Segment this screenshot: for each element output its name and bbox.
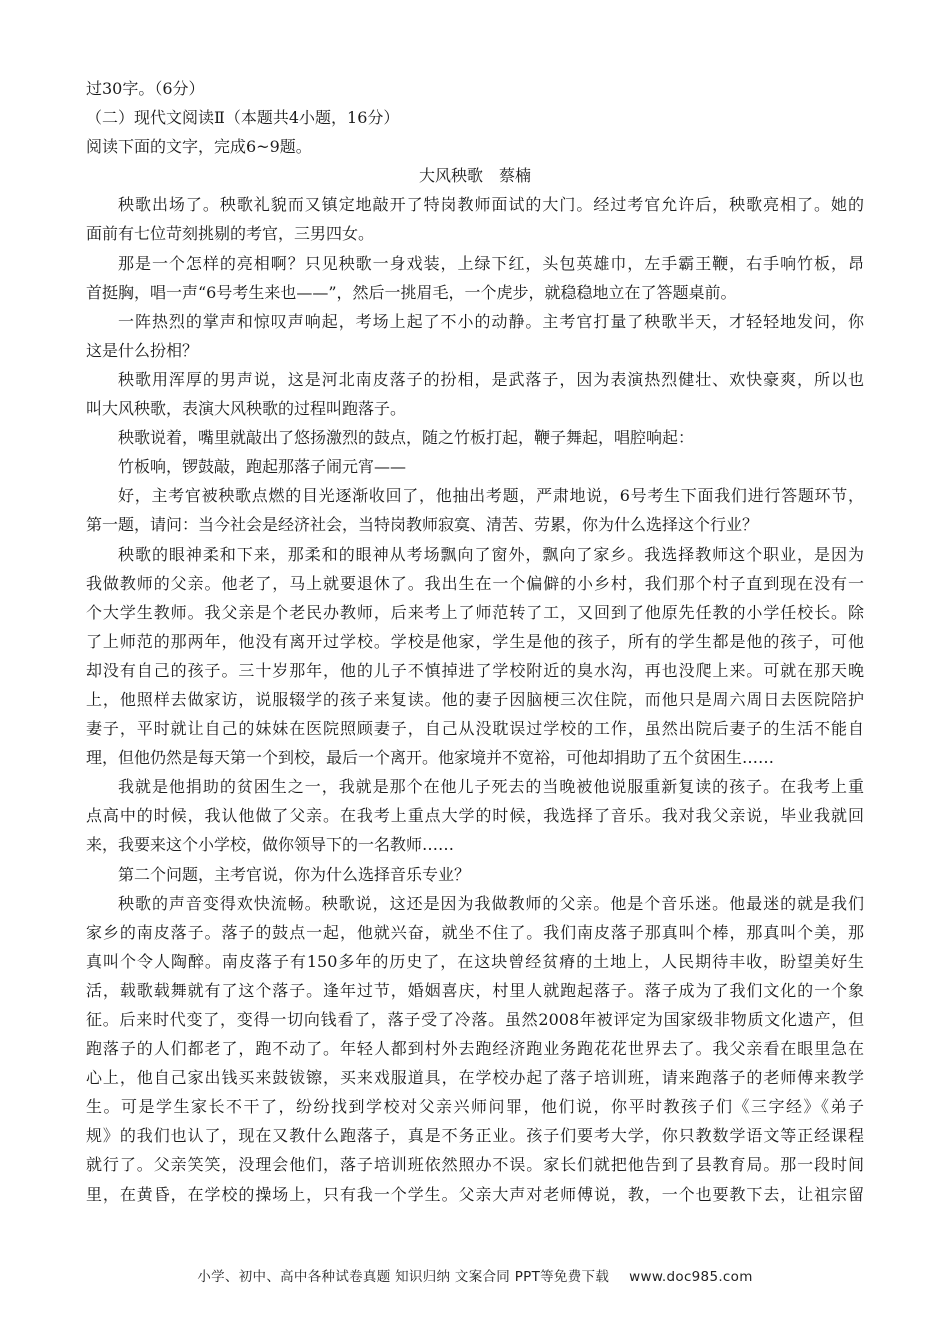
- paragraph-line: 来，我要来这个小学校，做你领导下的一名教师……: [86, 835, 455, 855]
- paragraph-line: 秧歌的声音变得欢快流畅。秧歌说，这还是因为我做教师的父亲。他是个音乐迷。他最迷的就是我们: [118, 893, 864, 913]
- paragraph-line: 首挺胸，唱一声“6号考生来也——”，然后一挑眉毛，一个虎步，就稳稳地立在了答题桌前。: [86, 282, 737, 302]
- paragraph-line: 里，在黄昏，在学校的操场上，只有我一个学生。父亲大声对老师傅说，教，一个也要教下去，让祖宗留: [86, 1184, 864, 1204]
- paragraph-line: 我做教师的父亲。他老了，马上就要退休了。我出生在一个偏僻的小乡村，我们那个村子直到现在没有一: [86, 573, 864, 593]
- paragraph-line: 心上，他自己家出钱买来鼓钹镲，买来戏服道具，在学校办起了落子培训班，请来跑落子的老师傅来教学: [86, 1068, 864, 1088]
- paragraph-line: 却没有自己的孩子。三十岁那年，他的儿子不慎掉进了学校附近的臭水沟，再也没爬上来。可就在那天晚: [86, 660, 864, 680]
- paragraph-line: 生。可是学生家长不干了，纷纷找到学校对父亲兴师问罪，他们说，你平时教孩子们《三字经》《弟子: [86, 1097, 864, 1117]
- paragraph-line: 秧歌的眼神柔和下来，那柔和的眼神从考场飘向了窗外，飘向了家乡。我选择教师这个职业，是因为: [118, 544, 864, 564]
- paragraph-line: 我就是他捐助的贫困生之一，我就是那个在他儿子死去的当晚被他说服重新复读的孩子。在我考上重: [118, 777, 864, 797]
- paragraph-line: 叫大风秧歌，表演大风秧歌的过程叫跑落子。: [86, 399, 407, 419]
- footer-link[interactable]: www.doc985.com: [629, 1269, 753, 1285]
- paragraph-line: 了上师范的那两年，他没有离开过学校。学校是他家，学生是他的孩子，所有的学生都是他的孩子，可他: [86, 631, 864, 651]
- paragraph-line: 秧歌说着，嘴里就敲出了悠扬激烈的鼓点，随之竹板打起，鞭子舞起，唱腔响起：: [118, 428, 695, 448]
- paragraph-line: 这是什么扮相？: [86, 340, 199, 360]
- paragraph-line: 秧歌出场了。秧歌礼貌而又镇定地敲开了特岗教师面试的大门。经过考官允许后，秧歌亮相了。她的: [118, 195, 864, 215]
- paragraph-line: 真叫个令人陶醉。南皮落子有150多年的历史了，在这块曾经贫瘠的土地上，人民期待丰收，盼望美好生: [86, 951, 864, 971]
- paragraph-line: 家乡的南皮落子。落子的鼓点一起，他就兴奋，就坐不住了。我们南皮落子那真叫个棒，那真叫个美，那: [86, 922, 864, 942]
- paragraph-line: 竹板响，锣鼓敲，跑起那落子闹元宵——: [118, 457, 407, 477]
- paragraph-line: 理，但他仍然是每天第一个到校，最后一个离开。他家境并不宽裕，可他却捐助了五个贫困生……: [86, 748, 775, 768]
- reading-instruction: 阅读下面的文字，完成6~9题。: [86, 137, 312, 157]
- paragraph-line: 跑落子的人们都老了，跑不动了。年轻人都到村外去跑经济跑业务跑花花世界去了。我父亲看在眼里急在: [86, 1039, 864, 1059]
- paragraph-line: 就行了。父亲笑笑，没理会他们，落子培训班依然照办不误。家长们就把他告到了县教育局。那一段时间: [86, 1155, 864, 1175]
- paragraph-line: 第一题，请问：当今社会是经济社会，当特岗教师寂寞、清苦、劳累，你为什么选择这个行业？: [86, 515, 759, 535]
- paragraph-line: 秧歌用浑厚的男声说，这是河北南皮落子的扮相，是武落子，因为表演热烈健壮、欢快豪爽，所以也: [118, 369, 864, 389]
- paragraph-line: 第二个问题，主考官说，你为什么选择音乐专业？: [118, 864, 471, 884]
- paragraph-line: 上，他照样去做家访，说服辍学的孩子来复读。他的妻子因脑梗三次住院，而他只是周六周日去医院陪护: [86, 689, 864, 709]
- page-footer: [0, 1265, 950, 1285]
- paragraph-line: 好，主考官被秧歌点燃的目光逐渐收回了，他抽出考题，严肃地说，6号考生下面我们进行答题环节，: [118, 486, 864, 506]
- paragraph-line: 面前有七位苛刻挑剔的考官，三男四女。: [86, 224, 375, 244]
- footer-text: 小学、初中、高中各种试卷真题 知识归纳 文案合同 PPT等免费下载: [197, 1269, 610, 1285]
- paragraph-line: 点高中的时候，我认他做了父亲。在我考上重点大学的时候，我选择了音乐。我对我父亲说，毕业我就回: [86, 806, 864, 826]
- document-body: [86, 74, 864, 1209]
- paragraph-line: 活，载歌载舞就有了这个落子。逢年过节，婚姻喜庆，村里人就跑起落子。落子成为了我们文化的一个象: [86, 980, 864, 1000]
- previous-question-tail: 过30字。（6分）: [86, 79, 205, 98]
- paragraph-line: 妻子，平时就让自己的妹妹在医院照顾妻子，自己从没耽误过学校的工作，虽然出院后妻子的生活不能自: [86, 719, 864, 739]
- paragraph-line: 一阵热烈的掌声和惊叹声响起，考场上起了不小的动静。主考官打量了秧歌半天，才轻轻地发问，你: [118, 311, 864, 331]
- paragraph-line: 规》的我们也认了，现在又教什么跑落子，真是不务正业。孩子们要考大学，你只教数学语文等正经课程: [86, 1126, 864, 1146]
- paragraph-line: 征。后来时代变了，变得一切向钱看了，落子受了冷落。虽然2008年被评定为国家级非物质文化遗产，但: [86, 1010, 864, 1029]
- paragraph-line: 那是一个怎样的亮相啊？只见秧歌一身戏装，上绿下红，头包英雄巾，左手霸王鞭，右手响竹板，昂: [118, 253, 864, 273]
- article-title: 大风秧歌 蔡楠: [418, 166, 531, 186]
- section-heading: （二）现代文阅读Ⅱ（本题共4小题，16分）: [86, 108, 400, 128]
- paragraph-line: 个大学生教师。我父亲是个老民办教师，后来考上了师范转了工，又回到了他原先任教的小学任校长。除: [86, 602, 864, 622]
